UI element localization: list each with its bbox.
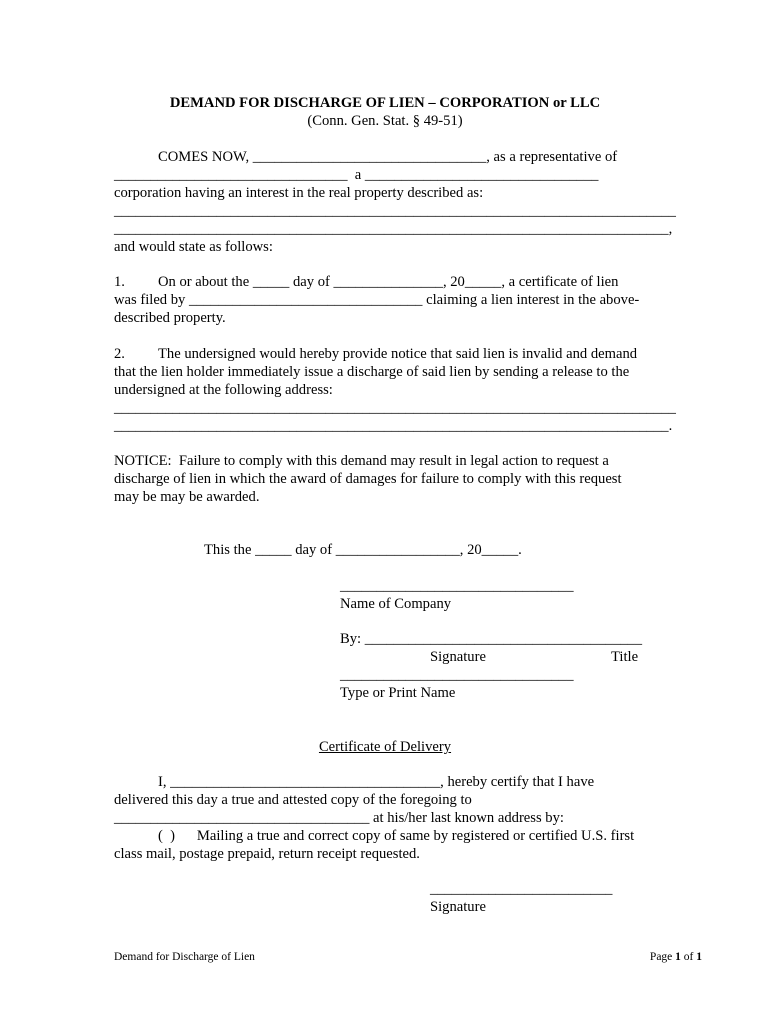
- certificate-line-2: delivered this day a true and attested copy of the foregoing to: [114, 792, 472, 808]
- para1-number: 1.: [114, 274, 125, 290]
- footer-title: Demand for Discharge of Lien: [114, 951, 255, 963]
- page-current: 1: [675, 951, 681, 963]
- company-name-label: Name of Company: [340, 596, 452, 612]
- intro-blank-line-2: ____________________________________________________________________________,: [114, 221, 673, 237]
- document-title: DEMAND FOR DISCHARGE OF LIEN – CORPORATION or LLC: [169, 95, 601, 111]
- page-number: [650, 948, 702, 966]
- signature-label: Signature: [430, 649, 486, 665]
- certificate-signature-label: Signature: [430, 899, 486, 915]
- intro-line-3: corporation having an interest in the real property described as:: [114, 185, 484, 201]
- para2-number: 2.: [114, 346, 125, 362]
- print-name-line: ________________________________: [340, 667, 574, 683]
- address-blank-line-2: ____________________________________________________________________________.: [114, 418, 673, 434]
- notice-line-2: discharge of lien in which the award of damages for failure to comply with this request: [114, 471, 622, 487]
- certificate-heading: Certificate of Delivery: [318, 739, 452, 755]
- para1-line-2: was filed by ________________________________ claiming a lien interest in the above-: [114, 292, 640, 308]
- address-blank-line-1: _____________________________________________________________________________: [114, 400, 676, 416]
- certificate-line-3: ___________________________________ at his/her last known address by:: [114, 810, 564, 826]
- intro-line-6: and would state as follows:: [114, 239, 273, 255]
- print-name-label: Type or Print Name: [340, 685, 456, 701]
- title-label: Title: [611, 649, 639, 665]
- notice-line-1: NOTICE: Failure to comply with this demand may result in legal action to request a: [114, 453, 609, 469]
- date-line: This the _____ day of _________________, 20_____.: [204, 542, 522, 558]
- page-prefix: Page: [649, 951, 676, 963]
- para2-line-2: that the lien holder immediately issue a discharge of said lien by sending a release to the: [114, 364, 630, 380]
- para1-line-3: described property.: [114, 310, 226, 326]
- para2-line-3: undersigned at the following address:: [114, 382, 333, 398]
- page-total: 1: [696, 951, 702, 963]
- intro-line-2: ________________________________ a ________________________________: [114, 167, 599, 183]
- by-signature-line: By: ______________________________________: [340, 631, 643, 647]
- intro-blank-line-1: _____________________________________________________________________________: [114, 203, 676, 219]
- company-signature-line: ________________________________: [340, 578, 574, 594]
- intro-line-1: COMES NOW, ________________________________, as a representative of: [158, 149, 618, 165]
- certificate-line-4: ( ) Mailing a true and correct copy of same by registered or certified U.S. first: [158, 828, 635, 844]
- notice-line-3: may be may be awarded.: [114, 489, 260, 505]
- para1-line-1: On or about the _____ day of _______________, 20_____, a certificate of lien: [158, 274, 619, 290]
- para2-line-1: The undersigned would hereby provide notice that said lien is invalid and demand: [158, 346, 638, 362]
- page-of: of: [680, 951, 697, 963]
- certificate-line-1: I, _____________________________________, hereby certify that I have: [158, 774, 595, 790]
- certificate-signature-line: _________________________: [430, 881, 613, 897]
- certificate-line-5: class mail, postage prepaid, return receipt requested.: [114, 846, 420, 862]
- document-subtitle: (Conn. Gen. Stat. § 49-51): [307, 113, 463, 129]
